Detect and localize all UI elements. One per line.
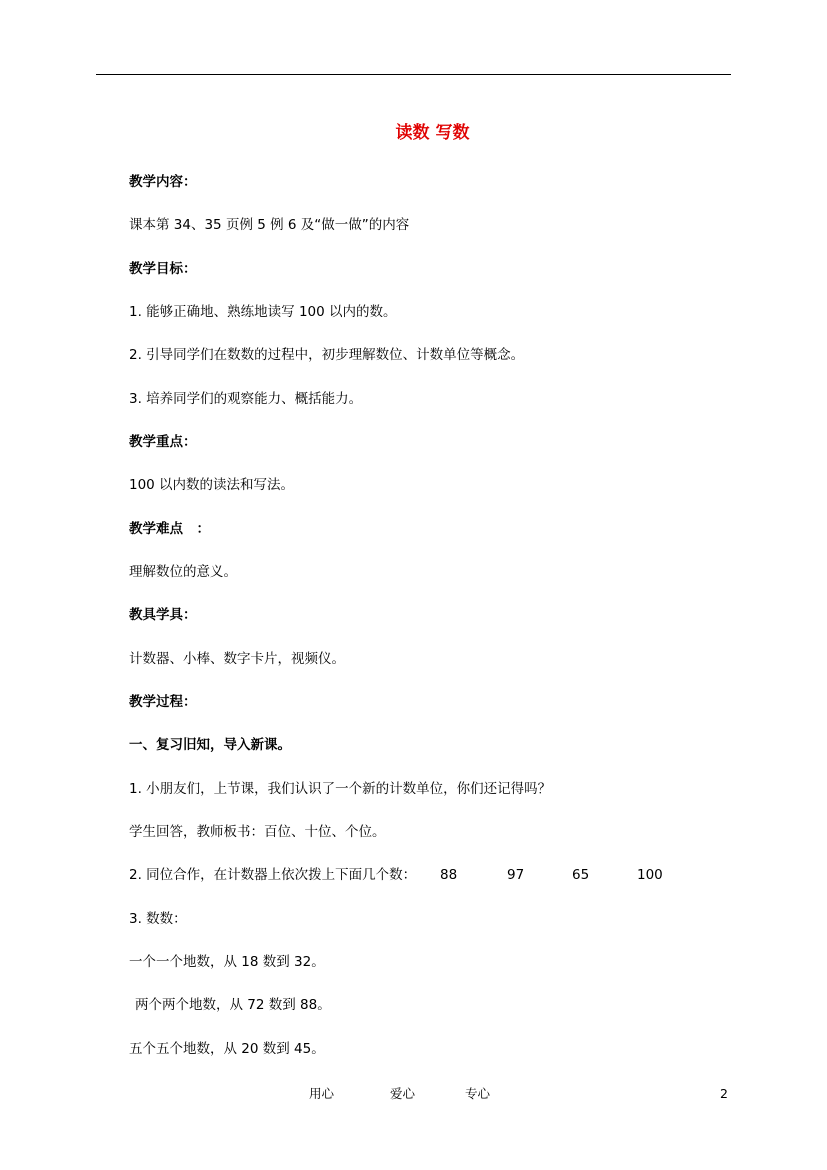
part1-heading: 一、复习旧知，导入新课。 [129, 737, 291, 753]
goal-item: 1. 能够正确地、熟练地读写 100 以内的数。 [129, 304, 397, 320]
footer-item: 爱心 [390, 1086, 416, 1101]
goal-item: 2. 引导同学们在数数的过程中，初步理解数位、计数单位等概念。 [129, 347, 525, 363]
key-heading: 教学重点： [129, 434, 197, 450]
tools-text: 计数器、小棒、数字卡片，视频仪。 [129, 651, 345, 667]
step-2-text: 2. 同位合作，在计数器上依次拨上下面几个数： [129, 867, 417, 883]
number-value: 65 [572, 867, 590, 883]
step-2-row [129, 865, 689, 885]
document-title: 读数 写数 [395, 123, 470, 143]
number-value: 97 [507, 867, 525, 883]
difficulty-heading: 教学难点 ： [129, 521, 210, 537]
header-rule [96, 74, 731, 75]
goals-heading: 教学目标： [129, 261, 197, 277]
step-1-answer: 学生回答，教师板书：百位、十位、个位。 [129, 824, 386, 840]
key-text: 100 以内数的读法和写法。 [129, 477, 295, 493]
step-1: 1. 小朋友们，上节课，我们认识了一个新的计数单位，你们还记得吗？ [129, 781, 552, 797]
footer-item: 用心 [309, 1086, 335, 1101]
count-item: 一个一个地数，从 18 数到 32。 [129, 954, 325, 970]
content-text: 课本第 34、35 页例 5 例 6 及“做一做”的内容 [129, 217, 410, 233]
number-value: 88 [440, 867, 458, 883]
difficulty-text: 理解数位的意义。 [129, 564, 237, 580]
content-heading: 教学内容： [129, 174, 197, 190]
page-number: 2 [720, 1086, 728, 1101]
goal-item: 3. 培养同学们的观察能力、概括能力。 [129, 391, 363, 407]
count-item: 五个五个地数，从 20 数到 45。 [129, 1041, 325, 1057]
footer-item: 专心 [465, 1086, 491, 1101]
step-3: 3. 数数： [129, 911, 187, 927]
process-heading: 教学过程： [129, 694, 197, 710]
number-value: 100 [637, 867, 663, 883]
count-item: 两个两个地数，从 72 数到 88。 [135, 997, 331, 1013]
tools-heading: 教具学具： [129, 607, 197, 623]
